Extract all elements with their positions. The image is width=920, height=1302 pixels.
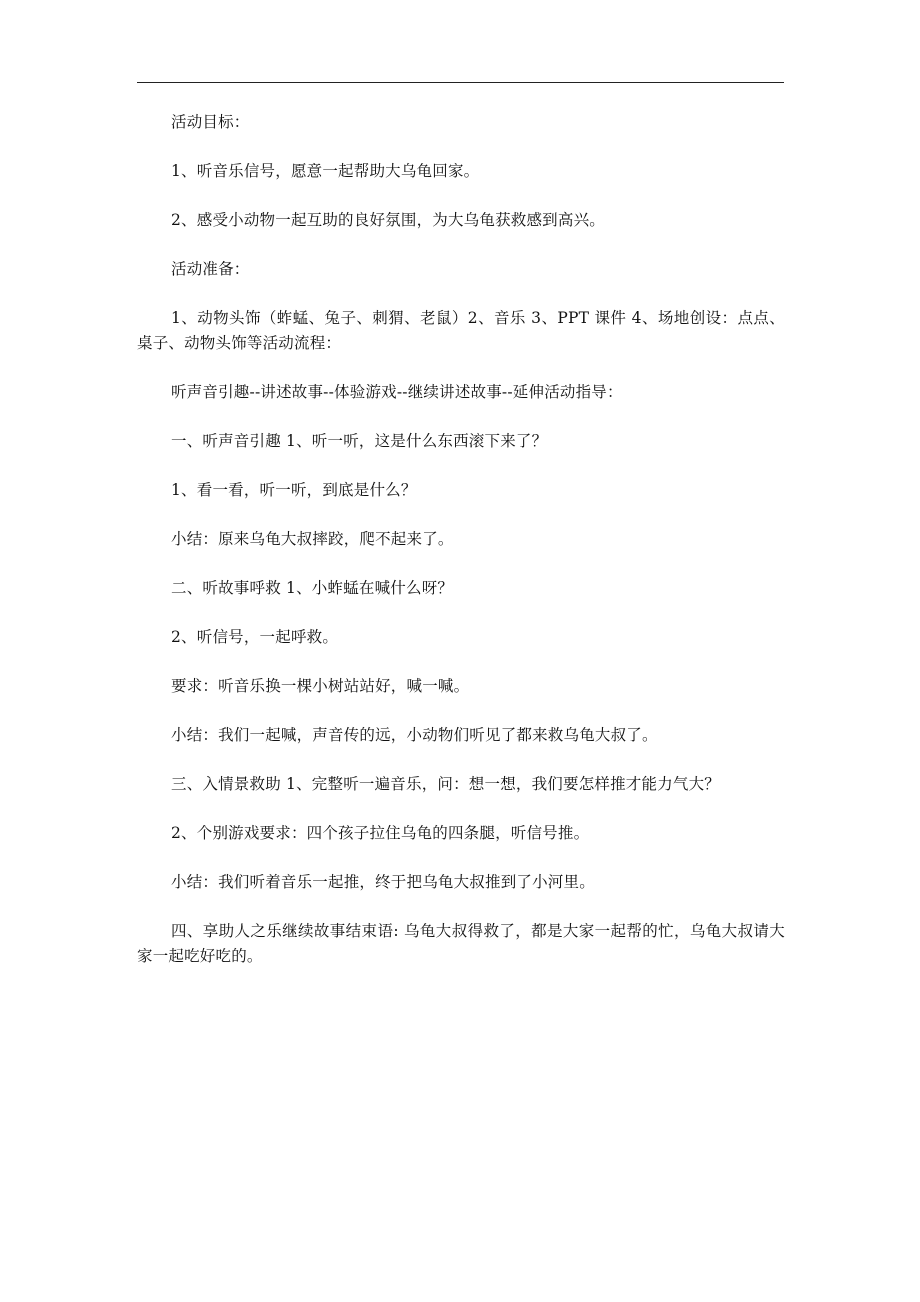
section-three-summary: 小结：我们听着音乐一起推，终于把乌龟大叔推到了小河里。 xyxy=(171,873,595,891)
goal-item-2: 2、感受小动物一起互助的良好氛围，为大乌龟获救感到高兴。 xyxy=(171,211,605,229)
section-two-title: 二、听故事呼救 1、小蚱蜢在喊什么呀？ xyxy=(171,579,454,597)
preparation-list: 1、动物头饰（蚱蜢、兔子、刺猬、老鼠）2、音乐 3、PPT 课件 4、场地创设：点点、桌子、动物头饰等活动流程： xyxy=(137,309,785,352)
section-four-ending: 四、享助人之乐继续故事结束语: 乌龟大叔得救了，都是大家一起帮的忙，乌龟大叔请大家一起吃好吃的。 xyxy=(137,922,785,965)
section-two-requirement: 要求：听音乐换一棵小树站站好，喊一喊。 xyxy=(171,677,470,695)
section-three-step: 2、个别游戏要求：四个孩子拉住乌龟的四条腿，听信号推。 xyxy=(171,824,590,842)
section-one-summary: 小结：原来乌龟大叔摔跤，爬不起来了。 xyxy=(171,530,454,548)
section-one-step: 1、看一看，听一听，到底是什么？ xyxy=(171,481,417,499)
section-one-title: 一、听声音引趣 1、听一听，这是什么东西滚下来了？ xyxy=(171,432,548,450)
section-three-title: 三、入情景救助 1、完整听一遍音乐，问：想一想，我们要怎样推才能力气大？ xyxy=(171,775,720,793)
section-two-summary: 小结：我们一起喊，声音传的远，小动物们听见了都来救乌龟大叔了。 xyxy=(171,726,658,744)
goal-item-1: 1、听音乐信号，愿意一起帮助大乌龟回家。 xyxy=(171,162,480,180)
header-rule xyxy=(137,82,784,83)
activity-flow: 听声音引趣--讲述故事--体验游戏--继续讲述故事--延伸活动指导： xyxy=(171,383,623,401)
section-two-step: 2、听信号，一起呼救。 xyxy=(171,628,339,646)
heading-activity-preparation: 活动准备： xyxy=(171,260,250,278)
document-body xyxy=(137,110,785,993)
heading-activity-goals: 活动目标： xyxy=(171,113,250,131)
